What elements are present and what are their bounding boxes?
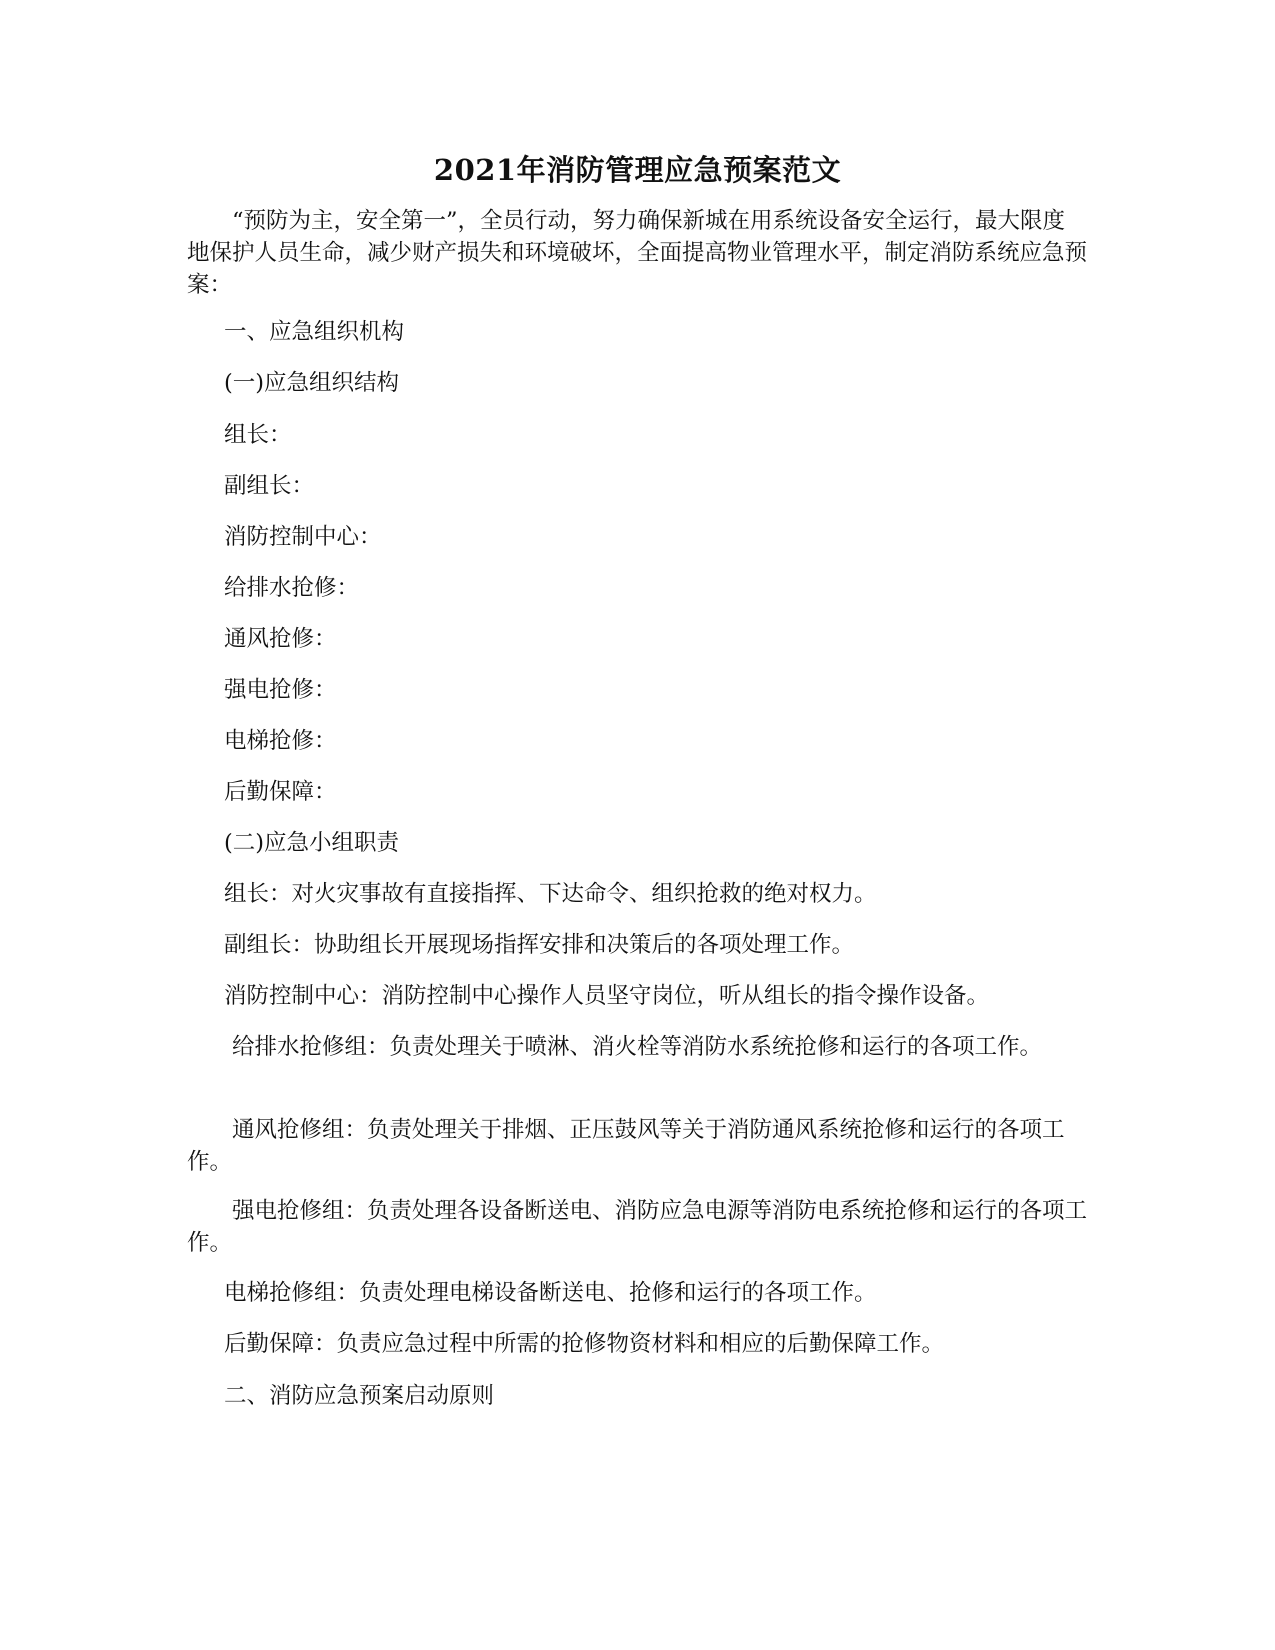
section-heading-1: 一、应急组织机构	[224, 319, 405, 345]
role-line: 强电抢修：	[224, 677, 337, 703]
duty-paragraph: 通风抢修组：负责处理关于排烟、正压鼓风等关于消防通风系统抢修和运行的各项工作。	[187, 1117, 1065, 1175]
duty-paragraph: 电梯抢修组：负责处理电梯设备断送电、抢修和运行的各项工作。	[224, 1280, 877, 1306]
document-title: 2021年消防管理应急预案范文	[433, 153, 842, 187]
subsection-heading-2: (二)应急小组职责	[224, 830, 400, 856]
duty-paragraph: 后勤保障：负责应急过程中所需的抢修物资材料和相应的后勤保障工作。	[224, 1331, 945, 1357]
subsection-heading-1: (一)应急组织结构	[224, 370, 400, 396]
role-line: 电梯抢修：	[224, 728, 337, 754]
role-line: 消防控制中心：	[224, 524, 382, 550]
duty-paragraph: 给排水抢修组：负责处理关于喷淋、消火栓等消防水系统抢修和运行的各项工作。	[232, 1034, 1043, 1060]
intro-paragraph: “预防为主，安全第一”，全员行动，努力确保新城在用系统设备安全运行，最大限度地保护人员生命，减少财产损失和环境破坏，全面提高物业管理水平，制定消防系统应急预案：	[187, 208, 1088, 298]
role-line: 副组长：	[224, 473, 315, 499]
role-line: 后勤保障：	[224, 779, 337, 805]
duty-paragraph: 组长：对火灾事故有直接指挥、下达命令、组织抢救的绝对权力。	[224, 881, 877, 907]
duty-paragraph: 消防控制中心：消防控制中心操作人员坚守岗位，听从组长的指令操作设备。	[224, 983, 990, 1009]
role-line: 给排水抢修：	[224, 575, 360, 601]
role-line: 组长：	[224, 422, 292, 448]
role-line: 通风抢修：	[224, 626, 337, 652]
duty-paragraph: 强电抢修组：负责处理各设备断送电、消防应急电源等消防电系统抢修和运行的各项工作。	[187, 1198, 1088, 1256]
duty-paragraph: 副组长：协助组长开展现场指挥安排和决策后的各项处理工作。	[224, 932, 855, 958]
section-heading-2: 二、消防应急预案启动原则	[224, 1383, 495, 1409]
